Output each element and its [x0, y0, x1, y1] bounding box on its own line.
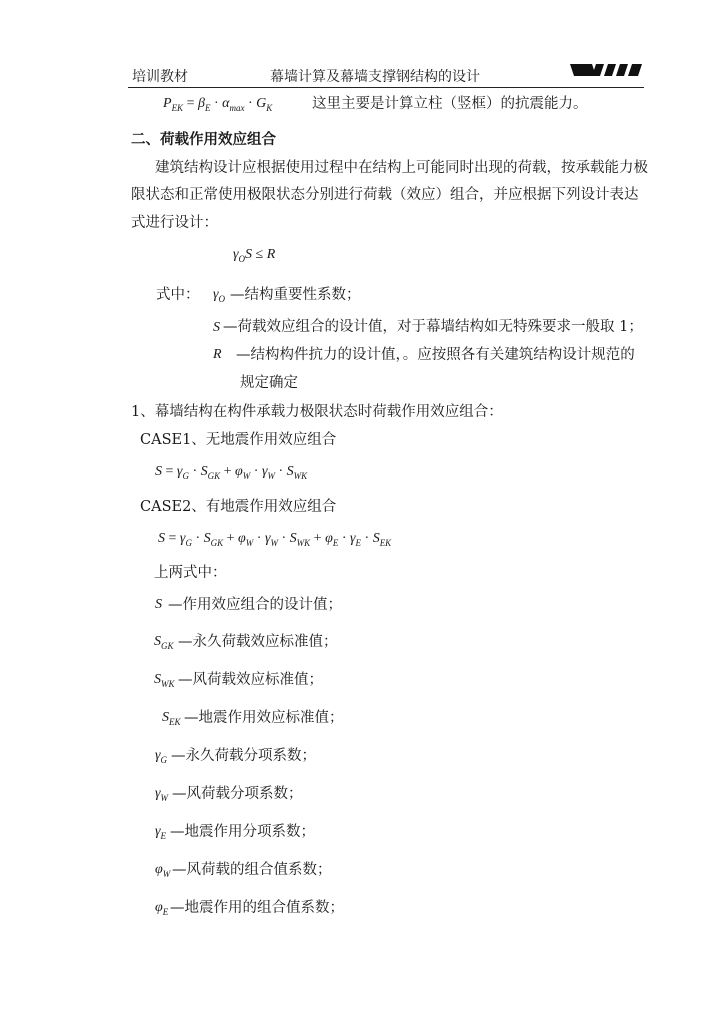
- symbol-s-wk: $S_{WK}$: [154, 672, 175, 689]
- header-left-label: 培训教材: [132, 69, 188, 85]
- section-heading: 二、荷载作用效应组合: [131, 131, 276, 148]
- def-gamma-o: —结构重要性系数；: [230, 287, 361, 303]
- def-item: —风荷载效应标准值；: [178, 672, 323, 688]
- above-label: 上两式中：: [154, 565, 227, 581]
- symbol-s-gk: $S_{GK}$: [154, 634, 174, 651]
- def-s: —荷载效应组合的设计值，对于幕墙结构如无特殊要求一般取 1；: [223, 319, 643, 335]
- case1-formula: $S = \gamma_G \cdot S_{GK} + \varphi_W \cdot \gamma_W \cdot S_{WK}$: [155, 464, 308, 481]
- paragraph-line-2: 限状态和正常使用极限状态分别进行荷载（效应）组合，并应根据下列设计表达: [131, 187, 639, 203]
- intro-note: 这里主要是计算立柱（竖框）的抗震能力。: [312, 96, 588, 112]
- def-item: —风荷载分项系数；: [172, 786, 303, 802]
- publisher-logo: [570, 60, 642, 80]
- def-item: —永久荷载效应标准值；: [178, 634, 338, 650]
- def-item: —地震作用分项系数；: [170, 824, 315, 840]
- def-r-line-1: —结构构件抗力的设计值，。应按照各有关建筑结构设计规范的: [236, 347, 635, 363]
- pek-formula: $P_{EK} = \beta_E \cdot \alpha_{max} \cdot G_K$: [163, 96, 273, 113]
- symbol-gamma-w: $\gamma_W$: [155, 786, 169, 803]
- symbol-s-def: S: [155, 597, 162, 612]
- case2-formula: $S = \gamma_G \cdot S_{GK} + \varphi_W \cdot \gamma_W \cdot S_{WK} + \varphi_E \cdot \gamma_E \cdot S_{EK}$: [158, 531, 392, 548]
- header-rule: [128, 87, 644, 88]
- case2-label: CASE2、有地震作用效应组合: [140, 499, 337, 515]
- header-title: 幕墙计算及幕墙支撑钢结构的设计: [270, 69, 480, 85]
- design-inequality: $\gamma_OS \le R$: [233, 247, 276, 264]
- where-label: 式中：: [156, 287, 200, 303]
- def-item: —作用效应组合的设计值；: [168, 597, 342, 613]
- symbol-s-ek: $S_{EK}$: [162, 710, 181, 727]
- def-item: —风荷载的组合值系数；: [172, 862, 332, 878]
- symbol-phi-e: $\varphi_E$: [155, 900, 169, 917]
- def-item: —地震作用的组合值系数；: [170, 900, 344, 916]
- symbol-s: S: [213, 320, 220, 335]
- def-item: —永久荷载分项系数；: [171, 748, 316, 764]
- symbol-gamma-g: $\gamma_G$: [155, 748, 168, 765]
- symbol-r: R: [213, 347, 222, 362]
- paragraph-line-3: 式进行设计：: [131, 215, 218, 231]
- def-item: —地震作用效应标准值；: [184, 710, 344, 726]
- def-r-line-2: 规定确定: [240, 375, 298, 391]
- case1-label: CASE1、无地震作用效应组合: [140, 432, 337, 448]
- symbol-gamma-o: $\gamma_O$: [213, 287, 226, 304]
- paragraph-line-1: 建筑结构设计应根据使用过程中在结构上可能同时出现的荷载，按承载能力极: [155, 160, 648, 176]
- symbol-phi-w: $\varphi_W$: [155, 862, 171, 879]
- symbol-gamma-e: $\gamma_E$: [155, 824, 167, 841]
- item1-heading: 1、幕墙结构在构件承载力极限状态时荷载作用效应组合：: [131, 404, 503, 420]
